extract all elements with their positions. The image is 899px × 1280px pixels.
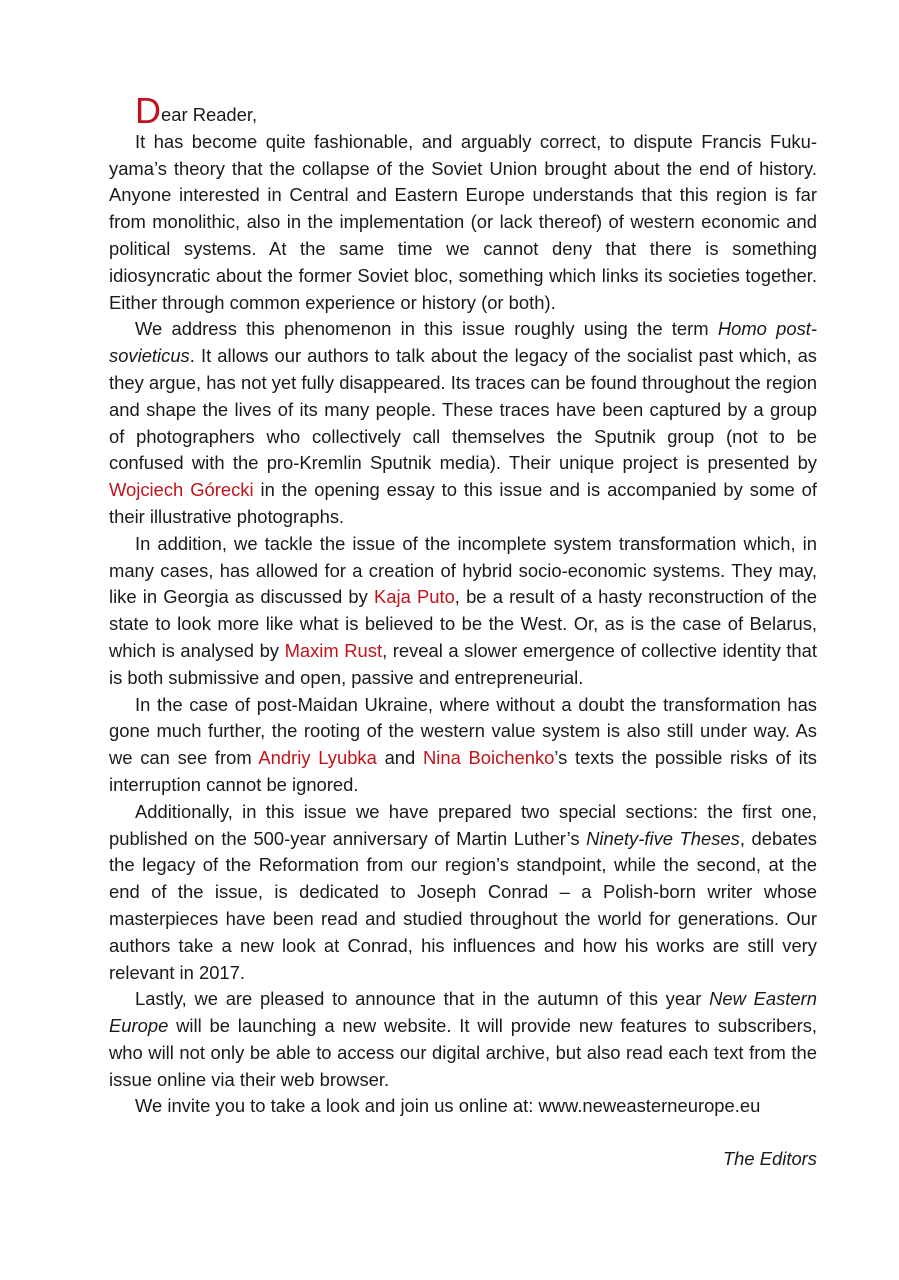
paragraph-6 [109,986,817,1093]
paragraph-2 [109,316,817,530]
paragraph-3-part-a: In addition, we tackle the issue of the incomplete system transformation which, in many cases, has allowed for a creation of hybrid socio-economic systems. They may, like in Georgia as discussed by [109,532,817,608]
paragraph-5-part-b: , debates the legacy of the Reformation from our region’s standpoint, while the second, at the end of the issue, is dedicated to Joseph Conrad – a Polish-born writer whose masterpieces have been read and studied throughout the world for generations. Our authors take a new look at Conrad, his influences and how his works are still very relevant in 2017. [109,827,817,983]
author-name: Andriy Lyubka [258,747,377,769]
paragraph-3 [109,531,817,692]
paragraph-1: It has become quite fashionable, and arguably correct, to dispute Francis Fukuyama’s theory that the collapse of the Soviet Union brought about the end of history. Anyone interested in Central and Eastern Europe understands that this region is far from monolithic, also in the implementation (or lack thereof) of western economic and political systems. At the same time we cannot deny that there is something idiosyncratic about the former Soviet bloc, something which links its societies together. Either through common experience or history (or both). [109,130,817,313]
paragraph-4-part-a: In the case of post-Maidan Ukraine, where without a doubt the transformation has gone much further, the rooting of the western value system is also still under way. As we can see from [109,693,817,769]
paragraph-4-part-c: ’s texts the possible risks of its interruption cannot be ignored. [109,747,817,795]
paragraph-2-part-c: in the opening essay to this issue and is accompanied by some of their illustrative photographs. [109,479,817,527]
paragraph-2-part-b: . It allows our authors to talk about the legacy of the socialist past which, as they argue, has not yet fully disappeared. Its traces can be found throughout the region and shape the lives of its many people. These traces have been captured by a group of photographers who collectively call themselves the Sputnik group (not to be confused with the pro-Kremlin Sputnik media). Their unique project is presented by [109,345,817,474]
paragraph-6-part-a: Lastly, we are pleased to announce that in the autumn of this year [135,988,710,1010]
author-name: Maxim Rust [284,639,383,661]
paragraph-4-part-b: and [376,747,423,769]
work-title: Ninety-five Theses [586,827,740,849]
term-homo-postsovieticus: Homo postsovieticus [109,318,817,367]
paragraph-5 [109,799,817,987]
author-name: Nina Boichenko [422,747,555,769]
paragraph-3-part-b: , be a result of a hasty reconstruction of the state to look more like what is believed to be the West. Or, as is the case of Belarus, which is analysed by [109,586,818,661]
paragraph-4 [109,692,817,799]
author-name: Wojciech Górecki [109,479,254,501]
editorial-letter [109,90,818,1173]
paragraph-6-part-b: will be launching a new website. It will provide new features to subscribers, who will not only be able to access our digital archive, but also read each text from the issue online via their web browser. [109,1015,817,1090]
drop-cap: D [135,90,161,131]
salutation [135,90,817,131]
salutation-text: ear Reader, [161,104,258,125]
paragraph-2-part-a: We address this phenomenon in this issue roughly using the term [135,318,718,340]
paragraph-3-part-c: , reveal a slower emergence of collective identity that is both submissive and open, passive and entrepreneurial. [109,639,817,688]
signature: The Editors [722,1148,817,1170]
paragraph-5-part-a: Additionally, in this issue we have prepared two special sections: the first one, published on the 500-year anniversary of Martin Luther’s [109,800,817,849]
author-name: Kaja Puto [373,586,455,608]
magazine-title: New Eastern Europe [109,988,817,1037]
paragraph-7: We invite you to take a look and join us online at: www.neweasterneurope.eu [135,1095,761,1117]
